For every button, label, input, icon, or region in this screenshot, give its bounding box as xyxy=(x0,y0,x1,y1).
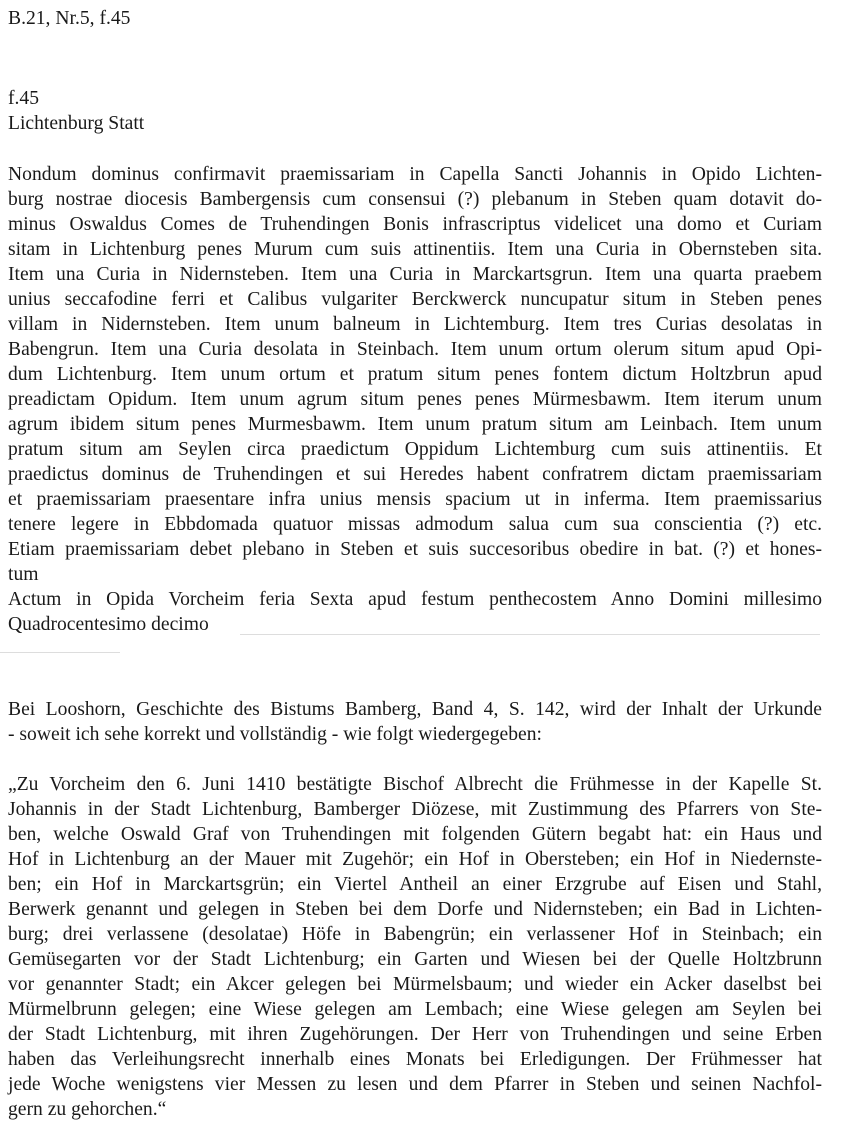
latin-line: tum xyxy=(8,564,39,585)
document-title: Lichtenburg Statt xyxy=(8,113,145,134)
latin-line: burg nostrae diocesis Bambergensis cum consensui (?) plebanum in Steben quam dotavit do- xyxy=(8,189,822,210)
quote-line: Gemüsegarten vor der Stadt Lichtenburg; ein Garten und Wiesen bei der Quelle Holtzbrunn xyxy=(8,949,822,970)
latin-line: et praemissariam praesentare infra unius mensis spacium ut in inferma. Item praemissarius xyxy=(8,489,822,510)
latin-line: dum Lichtenburg. Item unum ortum et pratum situm penes fontem dictum Holtzbrun apud xyxy=(8,364,822,385)
quote-line: der Stadt Lichtenburg, mit ihren Zugehörungen. Der Herr von Truhendingen und seine Erben xyxy=(8,1024,822,1045)
latin-line: Babengrun. Item una Curia desolata in Steinbach. Item unum ortum olerum situm apud Opi- xyxy=(8,339,822,360)
latin-line: Item una Curia in Nidernsteben. Item una Curia in Marckartsgrun. Item una quarta praebem xyxy=(8,264,822,285)
quote-line: Hof in Lichtenburg an der Mauer mit Zugehör; ein Hof in Obersteben; ein Hof in Niedernste- xyxy=(8,849,822,870)
latin-line: praedictus dominus de Truhendingen et sui Heredes habent confratrem dictam praemissariam xyxy=(8,464,822,485)
quote-line: Berwerk genannt und gelegen in Steben bei dem Dorfe und Nidernsteben; ein Bad in Lichten- xyxy=(8,899,822,920)
latin-line: villam in Nidernsteben. Item unum balneum in Lichtemburg. Item tres Curias desolatas in xyxy=(8,314,822,335)
latin-line: minus Oswaldus Comes de Truhendingen Bonis infrascriptus videlicet una domo et Curiam xyxy=(8,214,822,235)
quote-line: gern zu gehorchen.“ xyxy=(8,1099,167,1120)
quote-line: Johannis in der Stadt Lichtenburg, Bamberger Diözese, mit Zustimmung des Pfarrers von Ste- xyxy=(8,799,822,820)
quote-line: Mürmelbrunn gelegen; eine Wiese gelegen am Lembach; eine Wiese gelegen am Seylen bei xyxy=(8,999,822,1020)
latin-line: Actum in Opida Vorcheim feria Sexta apud festum penthecostem Anno Domini millesimo xyxy=(8,589,822,610)
quote-line: haben das Verleihungsrecht innerhalb eines Monats bei Erledigungen. Der Frühmesser hat xyxy=(8,1049,822,1070)
latin-line: unius seccafodine ferri et Calibus vulgariter Berckwerck nuncupatur situm in Steben penes xyxy=(8,289,822,310)
scan-artifact-line xyxy=(240,634,820,635)
quote-line: ben; ein Hof in Marckartsgrün; ein Viertel Antheil an einer Erzgrube auf Eisen und Stahl, xyxy=(8,874,822,895)
latin-line: Nondum dominus confirmavit praemissariam in Capella Sancti Johannis in Opido Lichten- xyxy=(8,164,822,185)
note-line: - soweit ich sehe korrekt und vollständig - wie folgt wiedergegeben: xyxy=(8,724,542,745)
latin-line: pratum situm am Seylen circa praedictum Oppidum Lichtemburg cum suis attinentiis. Et xyxy=(8,439,822,460)
latin-line: Quadrocentesimo decimo xyxy=(8,614,209,635)
scan-artifact-line xyxy=(0,652,120,653)
quote-line: vor genannter Stadt; ein Akcer gelegen bei Mürmelsbaum; und wieder ein Acker daselbst bei xyxy=(8,974,822,995)
folio-number: f.45 xyxy=(8,88,40,109)
quote-line: „Zu Vorcheim den 6. Juni 1410 bestätigte Bischof Albrecht die Frühmesse in der Kapelle St. xyxy=(8,774,822,795)
latin-line: sitam in Lichtenburg penes Murum cum suis attinentiis. Item una Curia in Obernsteben sita. xyxy=(8,239,822,260)
latin-line: tenere legere in Ebbdomada quatuor missas admodum salua cum sua conscientia (?) etc. xyxy=(8,514,822,535)
latin-line: preadictam Opidum. Item unum agrum situm penes penes Mürmesbawm. Item iterum unum xyxy=(8,389,822,410)
archive-reference: B.21, Nr.5, f.45 xyxy=(8,8,131,29)
note-line: Bei Looshorn, Geschichte des Bistums Bamberg, Band 4, S. 142, wird der Inhalt der Urkunde xyxy=(8,699,822,720)
latin-line: agrum ibidem situm penes Murmesbawm. Item unum pratum situm am Leinbach. Item unum xyxy=(8,414,822,435)
quote-line: burg; drei verlassene (desolatae) Höfe in Babengrün; ein verlassener Hof in Steinbach; ein xyxy=(8,924,822,945)
quote-line: jede Woche wenigstens vier Messen zu lesen und dem Pfarrer in Steben und seinen Nachfol- xyxy=(8,1074,822,1095)
latin-line: Etiam praemissariam debet plebano in Steben et suis succesoribus obedire in bat. (?) et hones- xyxy=(8,539,822,560)
quote-line: ben, welche Oswald Graf von Truhendingen mit folgenden Gütern begabt hat: ein Haus und xyxy=(8,824,822,845)
